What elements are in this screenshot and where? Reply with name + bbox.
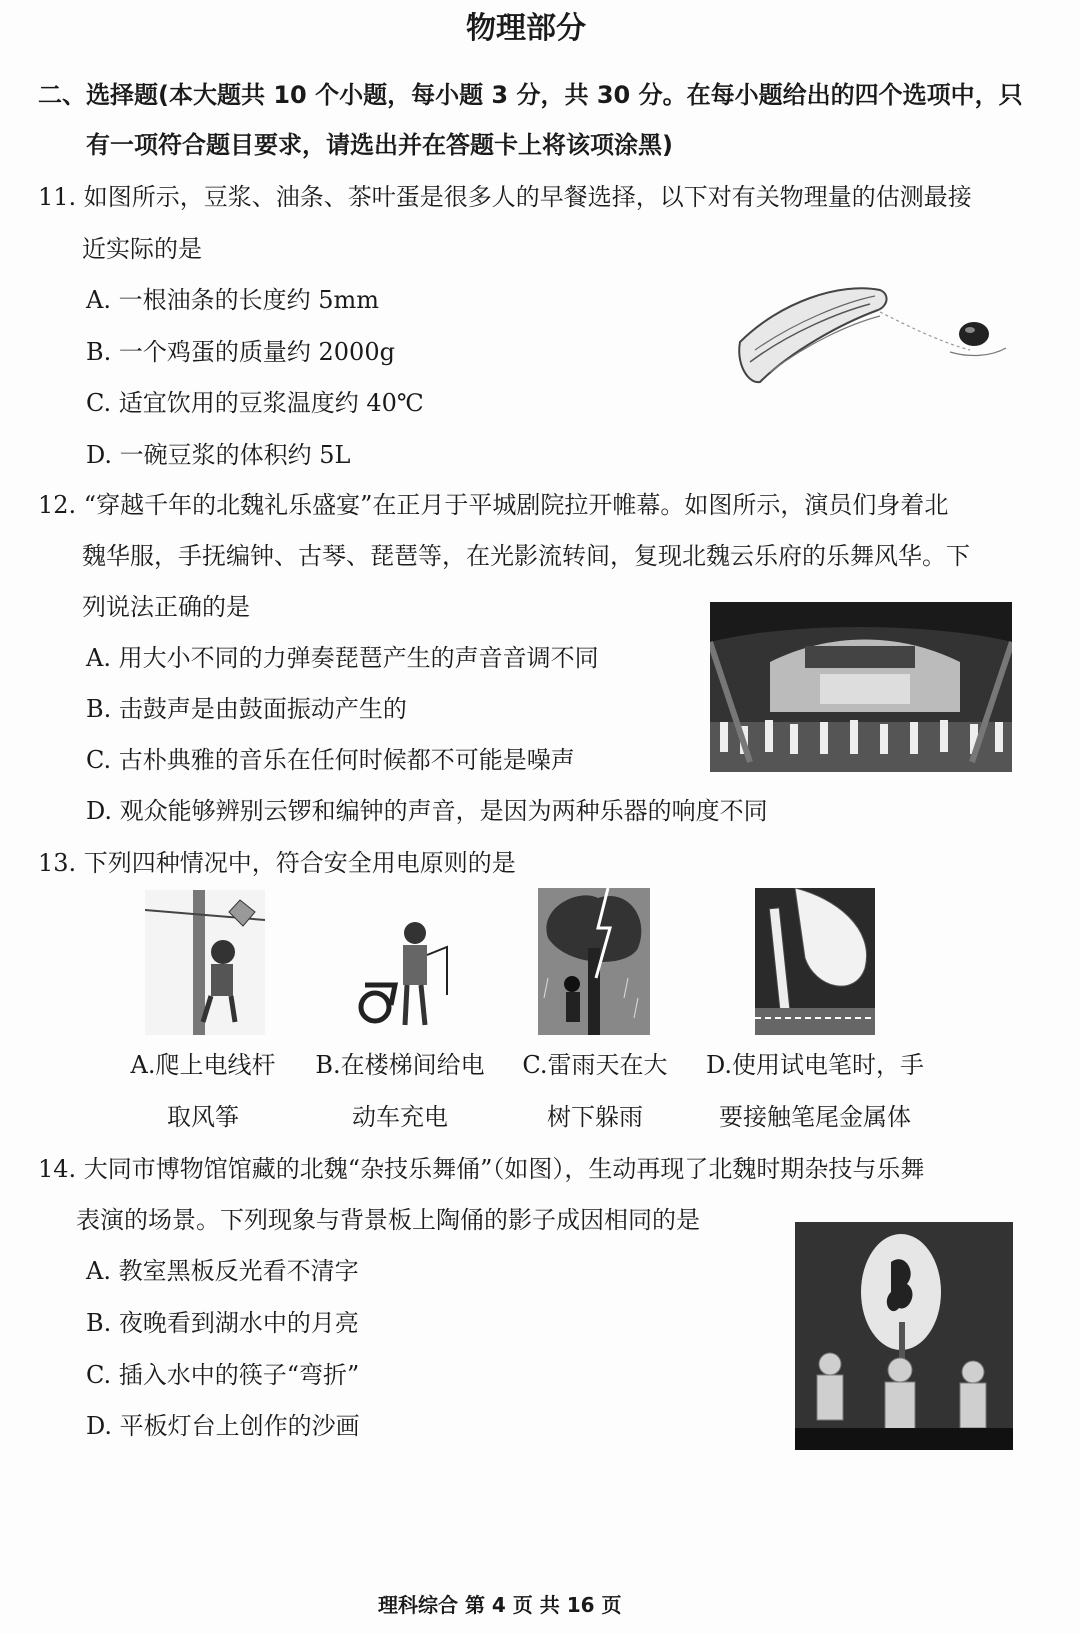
q13-choice-d-line1: D.使用试电笔时，手 xyxy=(705,1051,924,1079)
q13-choice-c-line1: C.雷雨天在大 xyxy=(522,1051,668,1079)
stage-photo xyxy=(710,602,1012,772)
section-heading-line2: 有一项符合题目要求，请选出并在答题卡上将该项涂黑) xyxy=(86,131,673,159)
q12-stem-line1: 12. “穿越千年的北魏礼乐盛宴”在正月于平城剧院拉开帷幕。如图所示，演员们身着北 xyxy=(38,491,949,519)
q12-stem-line3: 列说法正确的是 xyxy=(82,593,250,621)
q14-option-b: B. 夜晚看到湖水中的月亮 xyxy=(86,1309,359,1337)
q11-option-c: C. 适宜饮用的豆浆温度约 40℃ xyxy=(86,389,424,417)
q14-option-c: C. 插入水中的筷子“弯折” xyxy=(86,1361,360,1389)
q13-choice-a-line1: A.爬上电线杆 xyxy=(130,1051,276,1079)
tree-rain-illustration xyxy=(538,888,650,1035)
q13-choice-a-line2: 取风筝 xyxy=(167,1103,239,1131)
q12-option-b: B. 击鼓声是由鼓面振动产生的 xyxy=(86,695,407,723)
q13-choice-b-line2: 动车充电 xyxy=(352,1103,448,1131)
kite-pole-illustration xyxy=(145,890,265,1035)
q14-stem-line1: 14. 大同市博物馆馆藏的北魏“杂技乐舞俑”（如图），生动再现了北魏时期杂技与乐舞 xyxy=(38,1155,925,1183)
q12-stem-line2: 魏华服，手抚编钟、古琴、琵琶等，在光影流转间，复现北魏云乐府的乐舞风华。下 xyxy=(82,542,970,570)
figurine-photo xyxy=(795,1222,1013,1450)
q12-option-a: A. 用大小不同的力弹奏琵琶产生的声音音调不同 xyxy=(86,644,599,672)
q13-choice-d-line2: 要接触笔尾金属体 xyxy=(719,1103,911,1131)
q11-option-d: D. 一碗豆浆的体积约 5L xyxy=(86,441,351,469)
test-pen-illustration xyxy=(755,888,875,1035)
q14-option-a: A. 教室黑板反光看不清字 xyxy=(86,1257,359,1285)
q13-choice-b-line1: B.在楼梯间给电 xyxy=(315,1051,485,1079)
breakfast-illustration xyxy=(730,272,1010,394)
page-title: 物理部分 xyxy=(466,11,586,46)
q11-stem-line1: 11. 如图所示，豆浆、油条、茶叶蛋是很多人的早餐选择，以下对有关物理量的估测最接 xyxy=(38,183,972,211)
page-footer: 理科综合 第 4 页 共 16 页 xyxy=(378,1593,622,1617)
q11-option-b: B. 一个鸡蛋的质量约 2000g xyxy=(86,338,395,366)
q13-stem-line1: 13. 下列四种情况中，符合安全用电原则的是 xyxy=(38,849,516,877)
section-heading-line1: 二、选择题(本大题共 10 个小题，每小题 3 分，共 30 分。在每小题给出的四个选项中，只 xyxy=(38,81,1023,109)
q12-option-c: C. 古朴典雅的音乐在任何时候都不可能是噪声 xyxy=(86,746,575,774)
q13-choice-c-line2: 树下躲雨 xyxy=(547,1103,643,1131)
q14-stem-line2: 表演的场景。下列现象与背景板上陶俑的影子成因相同的是 xyxy=(76,1206,700,1234)
q12-option-d: D. 观众能够辨别云锣和编钟的声音，是因为两种乐器的响度不同 xyxy=(86,797,768,825)
q11-option-a: A. 一根油条的长度约 5mm xyxy=(86,286,380,314)
q11-stem-line2: 近实际的是 xyxy=(82,235,202,263)
q14-option-d: D. 平板灯台上创作的沙画 xyxy=(86,1412,360,1440)
charging-illustration xyxy=(355,915,450,1035)
